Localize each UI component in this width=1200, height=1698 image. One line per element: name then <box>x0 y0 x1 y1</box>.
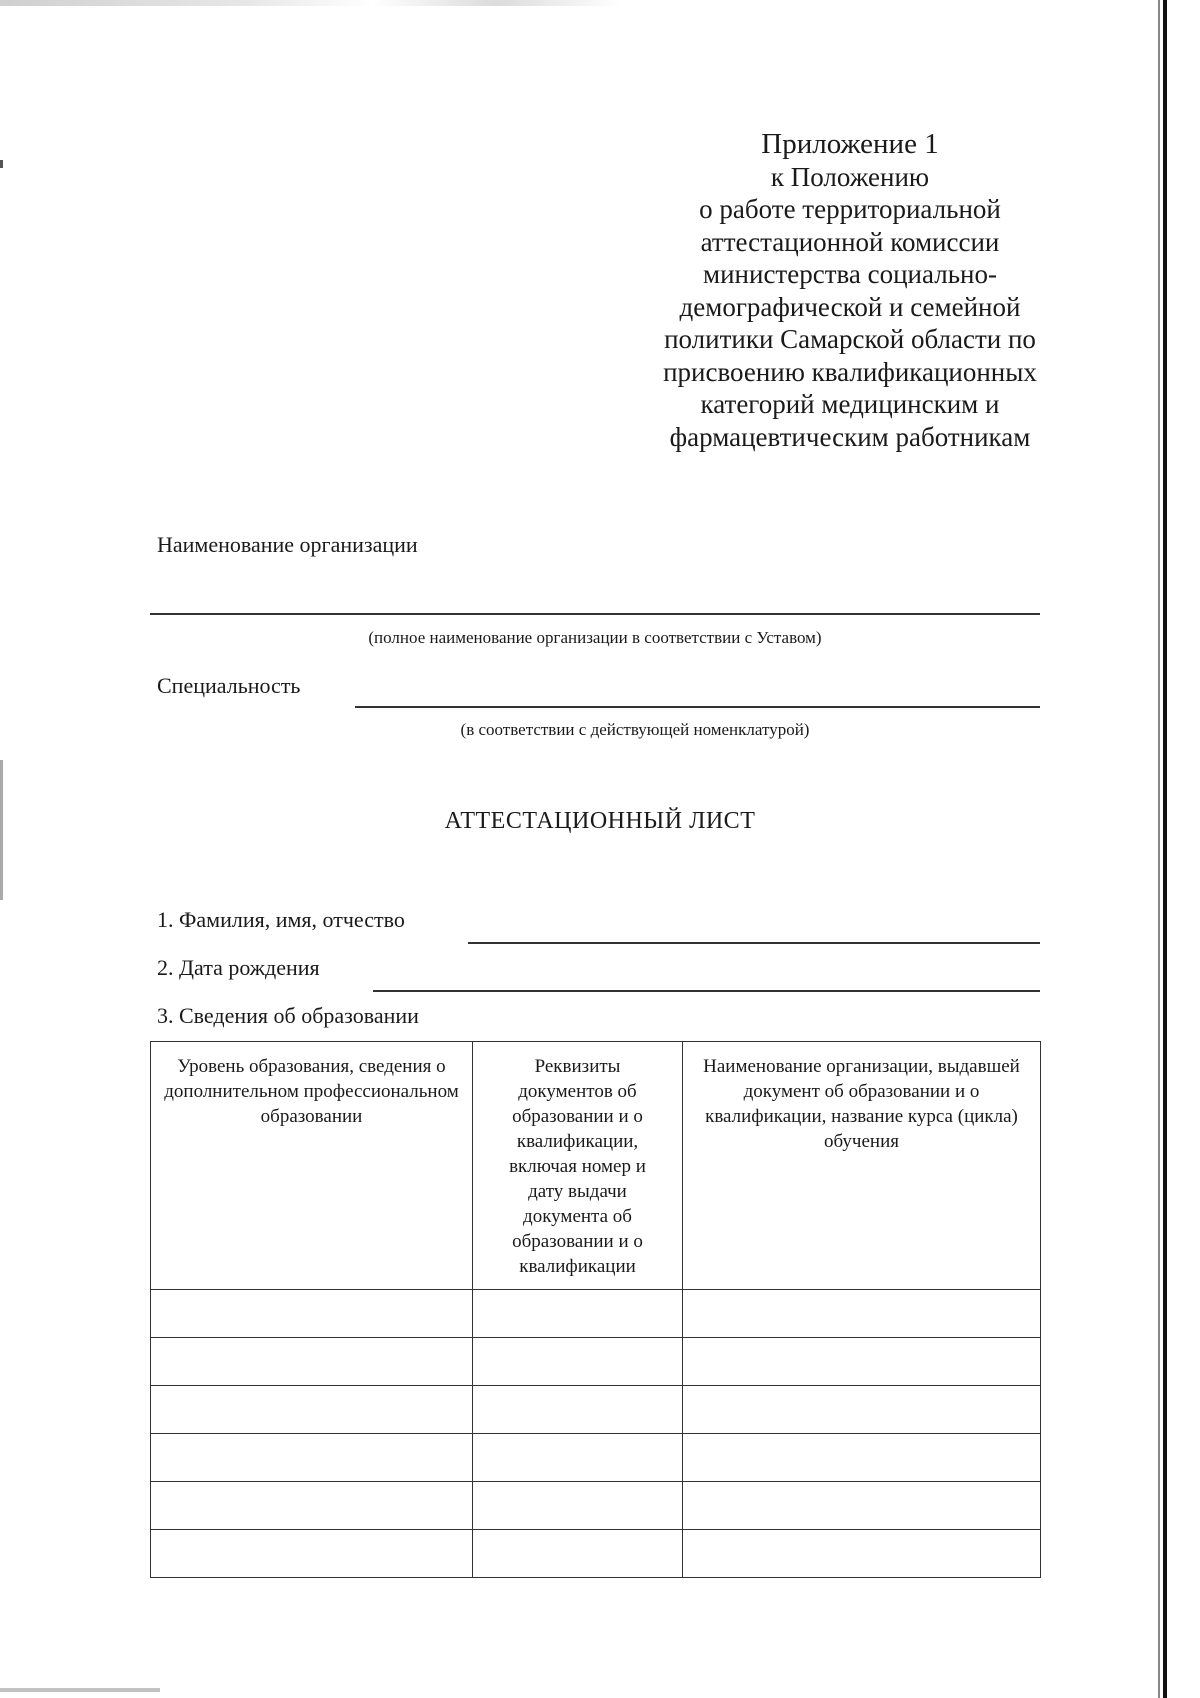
appendix-header <box>600 128 1100 453</box>
appendix-line: министерства социально- <box>703 259 997 289</box>
table-cell[interactable] <box>473 1338 683 1386</box>
table-cell[interactable] <box>151 1386 473 1434</box>
full-name-fill-line[interactable] <box>468 942 1040 944</box>
table-cell[interactable] <box>151 1482 473 1530</box>
table-row <box>151 1338 1041 1386</box>
table-row <box>151 1386 1041 1434</box>
table-cell[interactable] <box>473 1290 683 1338</box>
appendix-line: присвоению квалификационных <box>663 356 1037 387</box>
table-cell[interactable] <box>683 1482 1041 1530</box>
column-header-education-level: Уровень образования, сведения о дополнительном профессиональном образовании <box>151 1042 473 1290</box>
table-cell[interactable] <box>473 1530 683 1578</box>
table-cell[interactable] <box>683 1386 1041 1434</box>
column-header-document-details: Реквизиты документов об образовании и о квалификации, включая номер и дату выдачи документа об образовании и о квалификации <box>473 1042 683 1290</box>
birth-date-fill-line[interactable] <box>373 990 1040 992</box>
table-cell[interactable] <box>683 1530 1041 1578</box>
table-cell[interactable] <box>473 1386 683 1434</box>
table-cell[interactable] <box>473 1434 683 1482</box>
scan-artifact-edge <box>1158 0 1160 1698</box>
table-row <box>151 1482 1041 1530</box>
scan-artifact-left <box>0 160 3 168</box>
specialty-caption: (в соответствии с действующей номенклатурой) <box>460 720 810 739</box>
table-cell[interactable] <box>683 1434 1041 1482</box>
table-row <box>151 1290 1041 1338</box>
scan-artifact-bottom <box>0 1688 160 1692</box>
appendix-line: фармацевтическим работникам <box>669 421 1031 452</box>
education-label: 3. Сведения об образовании <box>157 1003 419 1028</box>
table-cell[interactable] <box>683 1338 1041 1386</box>
appendix-line: о работе территориальной <box>699 194 1001 224</box>
table-row <box>151 1434 1041 1482</box>
scan-artifact-edge <box>1163 0 1167 1698</box>
education-table <box>150 1041 1041 1578</box>
table-row <box>151 1530 1041 1578</box>
appendix-line: политики Самарской области по <box>664 324 1036 354</box>
birth-date-label: 2. Дата рождения <box>157 955 320 980</box>
specialty-label: Специальность <box>157 673 301 698</box>
appendix-line: категорий медицинским и <box>700 389 1000 419</box>
appendix-title: Приложение 1 <box>761 128 939 160</box>
column-header-issuing-organization: Наименование организации, выдавшей документ об образовании и о квалификации, название курса (цикла) обучения <box>683 1042 1041 1290</box>
full-name-label: 1. Фамилия, имя, отчество <box>157 907 405 932</box>
appendix-line: аттестационной комиссии <box>700 226 1000 257</box>
table-cell[interactable] <box>683 1290 1041 1338</box>
appendix-line: демографической и семейной <box>679 291 1021 322</box>
table-cell[interactable] <box>151 1434 473 1482</box>
table-cell[interactable] <box>151 1290 473 1338</box>
scan-artifact-top <box>0 0 620 6</box>
table-header-row <box>151 1042 1041 1290</box>
document-title: АТТЕСТАЦИОННЫЙ ЛИСТ <box>444 808 756 834</box>
table-cell[interactable] <box>473 1482 683 1530</box>
organization-fill-line[interactable] <box>150 613 1040 615</box>
specialty-fill-line[interactable] <box>355 706 1040 708</box>
table-cell[interactable] <box>151 1530 473 1578</box>
appendix-line: к Положению <box>770 161 930 192</box>
organization-caption: (полное наименование организации в соответствии с Уставом) <box>368 628 822 647</box>
table-cell[interactable] <box>151 1338 473 1386</box>
organization-label: Наименование организации <box>157 532 418 557</box>
